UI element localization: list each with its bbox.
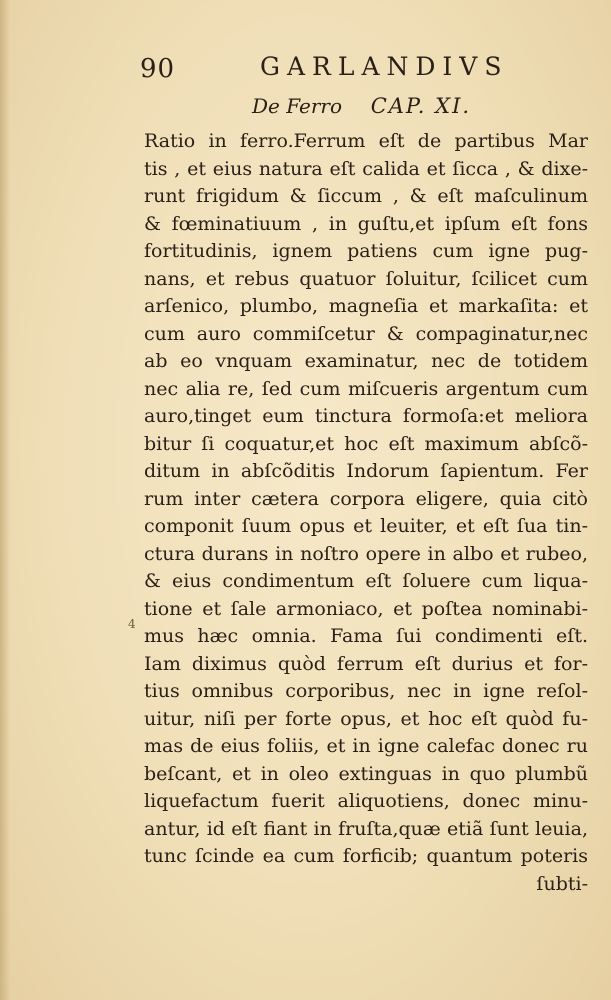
page-header [140,50,560,90]
text-line: ab eo vnquam examinatur, nec de totidem [144,350,588,372]
text-line: tunc ſcinde ea cum forficib; quantum poteris [144,845,588,867]
text-line: liquefactum fuerit aliquotiens, donec minu- [144,790,588,812]
text-line: bitur ſi coquatur,et hoc eſt maximum abſcõ- [144,432,588,455]
text-line: mus hæc omnia. Fama ſui condimenti eſt. [144,625,588,647]
running-title: GARLANDIVS [260,52,509,81]
text-line: tis , et eius natura eſt calida et ſicca , & dixe- [144,157,588,180]
text-line: nec alia re, ſed cum miſcueris argentum cum [144,377,588,400]
body-text [144,128,588,898]
catchword: ſubti- [536,872,588,895]
text-line: & fœminatiuum , in guſtu,et ipſum eſt fons [144,212,588,235]
text-line: Iam diximus quòd ferrum eſt durius et for- [144,652,588,675]
chapter-number: CAP. XI. [370,94,472,118]
text-line: rum inter cætera corpora eligere, quia citò [144,487,588,510]
text-line: uitur, niſi per forte opus, et hoc eſt quòd fu- [144,707,588,730]
chapter-subject: De Ferro [252,94,343,118]
text-line: ctura durans in noſtro opere in albo et rubeo, [144,542,588,565]
text-line: ditum in abſcõditis Indorum ſapientum. Fer [144,460,588,482]
text-line: & eius condimentum eſt ſoluere cum liqua- [144,570,588,592]
text-line: componit ſuum opus et leuiter, et eſt ſua tin- [144,515,588,537]
text-line: runt frigidum & ſiccum , & eſt maſculinum [144,185,588,207]
page-number: 90 [140,54,176,84]
text-line: tius omnibus corporibus, nec in igne reſol- [144,680,588,702]
text-line: cum auro commiſcetur & compaginatur,nec [144,322,588,345]
margin-mark: 4 [128,617,136,631]
text-line: nans, et rebus quatuor ſoluitur, ſcilicet cum [144,267,588,290]
chapter-heading [252,94,471,118]
text-line: Ratio in ferro.Ferrum eſt de partibus Mar [144,130,588,152]
text-line: antur, id eſt fiant in fruſta,quæ etiã ſunt leuia, [144,817,588,840]
text-line: tione et ſale armoniaco, et poſtea nominabi- [144,597,588,620]
text-line: beſcant, et in oleo extinguas in quo plumbũ [144,762,588,785]
text-line: arſenico, plumbo, magneſia et markaſita: et [144,295,588,317]
text-line: mas de eius foliis, et in igne calefac donec ru [144,735,588,757]
page-gutter-shadow [0,0,10,1000]
text-line: fortitudinis, ignem patiens cum igne pug- [144,240,588,262]
text-line: auro,tinget eum tinctura formoſa:et meliora [144,405,588,427]
